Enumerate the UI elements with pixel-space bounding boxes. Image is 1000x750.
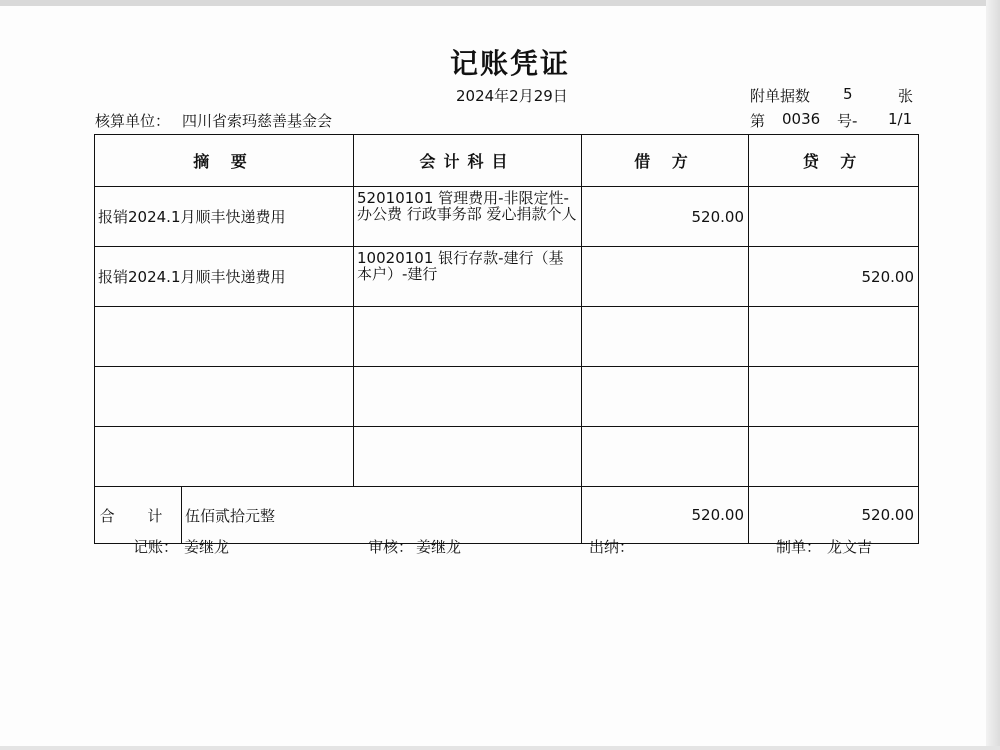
- credit-cell: [749, 307, 919, 367]
- account-cell: [354, 367, 582, 427]
- debit-cell: [582, 367, 749, 427]
- accounting-unit-label: 核算单位：: [95, 112, 171, 130]
- credit-cell: [749, 367, 919, 427]
- debit-cell: 520.00: [582, 187, 749, 247]
- scan-edge-bottom: [0, 746, 1000, 750]
- total-amount-words: 伍佰贰拾元整: [182, 487, 582, 544]
- header-summary: 摘 要: [95, 135, 354, 187]
- table-row: [95, 187, 919, 247]
- accounting-unit-value: 四川省索玛慈善基金会: [182, 112, 333, 130]
- preparer-name: 龙文吉: [827, 538, 873, 556]
- account-cell: 10020101 银行存款-建行（基本户）-建行: [354, 247, 582, 307]
- summary-cell: 报销2024.1月顺丰快递费用: [95, 247, 354, 307]
- scan-edge-top: [0, 0, 1000, 6]
- credit-cell: 520.00: [749, 247, 919, 307]
- summary-cell: [95, 427, 354, 487]
- credit-cell: [749, 187, 919, 247]
- preparer-label: 制单：: [776, 538, 822, 556]
- table-row: [95, 307, 919, 367]
- voucher-number-prefix: 第: [750, 112, 766, 130]
- voucher-page: 1/1: [888, 110, 913, 128]
- debit-cell: [582, 307, 749, 367]
- attachments-unit: 张: [898, 87, 914, 105]
- account-cell: [354, 307, 582, 367]
- voucher-table: [94, 134, 919, 544]
- cashier-label: 出纳：: [589, 538, 635, 556]
- table-header-row: [95, 135, 919, 187]
- debit-cell: [582, 247, 749, 307]
- header-debit: 借 方: [582, 135, 749, 187]
- summary-cell: 报销2024.1月顺丰快递费用: [95, 187, 354, 247]
- header-credit: 贷 方: [749, 135, 919, 187]
- reviewer-label: 审核：: [368, 538, 414, 556]
- account-cell: [354, 427, 582, 487]
- attachments-label: 附单据数: [750, 87, 811, 105]
- attachments-count: 5: [843, 85, 853, 103]
- reviewer-name: 姜继龙: [416, 538, 462, 556]
- summary-cell: [95, 307, 354, 367]
- voucher-title: 记账凭证: [449, 47, 570, 80]
- table-row: [95, 367, 919, 427]
- table-row: [95, 247, 919, 307]
- account-cell: 52010101 管理费用-非限定性-办公费 行政事务部 爱心捐款个人: [354, 187, 582, 247]
- voucher-date: 2024年2月29日: [456, 87, 568, 105]
- debit-cell: [582, 427, 749, 487]
- table-row: [95, 427, 919, 487]
- voucher-number-suffix: 号-: [837, 112, 858, 130]
- total-debit: 520.00: [582, 487, 749, 544]
- voucher-number: 0036: [782, 110, 821, 128]
- scan-edge-right: [986, 0, 1000, 750]
- total-label: 合 计: [95, 487, 182, 544]
- bookkeeper-name: 姜继龙: [184, 538, 230, 556]
- summary-cell: [95, 367, 354, 427]
- total-row: [95, 487, 919, 544]
- bookkeeper-label: 记账：: [133, 538, 179, 556]
- header-account: 会计科目: [354, 135, 582, 187]
- credit-cell: [749, 427, 919, 487]
- total-credit: 520.00: [749, 487, 919, 544]
